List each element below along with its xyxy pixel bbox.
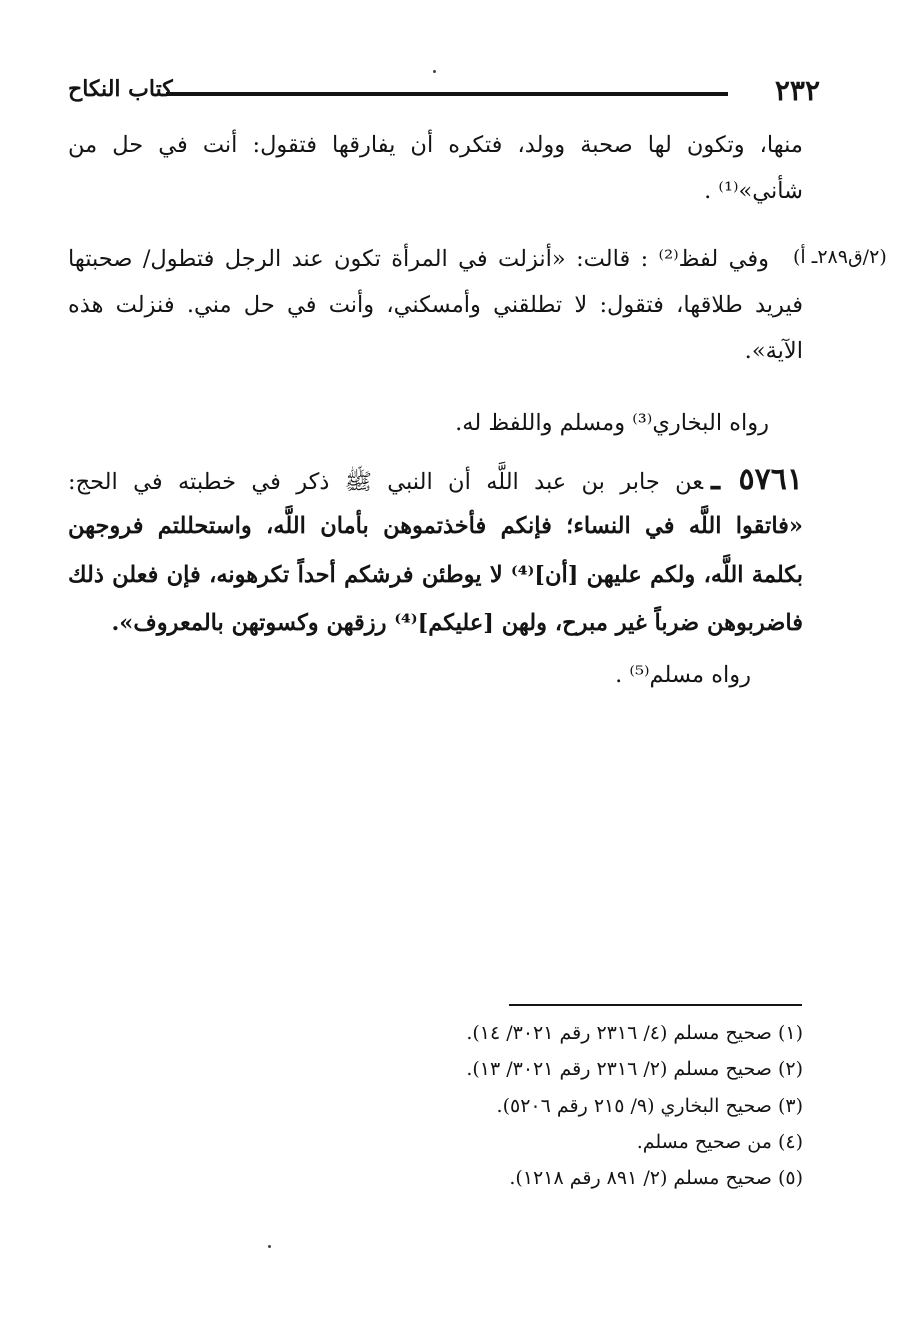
body-line: منها، وتكون لها صحبة وولد، فتكره أن يفارقها فتقول: أنت في حل من [68,132,803,158]
footnote: (٢) صحيح مسلم (٢/ ٢٣١٦ رقم ٣٠٢١/ ١٣). [466,1058,803,1080]
header-rule [166,92,728,96]
page-header [68,72,820,112]
body-line: شأني»⁽¹⁾ . [704,178,803,204]
footnote: (٣) صحيح البخاري (٩/ ٢١٥ رقم ٥٢٠٦). [496,1095,803,1117]
hadith-number: ٥٧٦١ ـ [711,462,803,497]
body-line: رواه البخاري⁽³⁾ ومسلم واللفظ له. [455,410,769,436]
body-line: الآية». [744,338,803,364]
body-line: فيريد طلاقها، فتقول: لا تطلقني وأمسكني، وأنت في حل مني. فنزلت هذه [68,292,803,318]
page-number: ٢٣٢ [774,74,820,107]
footnote: (١) صحيح مسلم (٤/ ٢٣١٦ رقم ٣٠٢١/ ١٤). [466,1022,803,1044]
footnote: (٥) صحيح مسلم (٢/ ٨٩١ رقم ١٢١٨). [509,1167,803,1189]
body-line: رواه مسلم⁽⁵⁾ . [615,662,751,688]
body-line: وفي لفظ⁽²⁾ : قالت: «أنزلت في المرأة تكون عند الرجل فتطول/ صحبتها [68,246,769,272]
footnote: (٤) من صحيح مسلم. [636,1131,803,1153]
book-title: كتاب النكاح [68,76,173,102]
hadith-line: «فاتقوا اللَّه في النساء؛ فإنكم فأخذتموهن بأمان اللَّه، واستحللتم فروجهن [68,513,803,539]
hadith-line: بكلمة اللَّه، ولكم عليهن [أن]⁽⁴⁾ لا يوطئن فرشكم أحداً تكرهونه، فإن فعلن ذلك [68,562,803,588]
scan-speck [268,1245,271,1248]
footnote-separator [509,1004,802,1006]
scan-speck [433,70,436,73]
margin-note: (٢/ق٢٨٩ـ أ) [793,246,887,268]
hadith-first-line [68,458,803,502]
hadith-line: فاضربوهن ضرباً غير مبرح، ولهن [عليكم]⁽⁴⁾ رزقهن وكسوتهن بالمعروف». [111,610,803,636]
hadith-text: عن جابر بن عبد اللَّه أن النبي ﷺ ذكر في خطبته في الحج: [68,469,704,495]
